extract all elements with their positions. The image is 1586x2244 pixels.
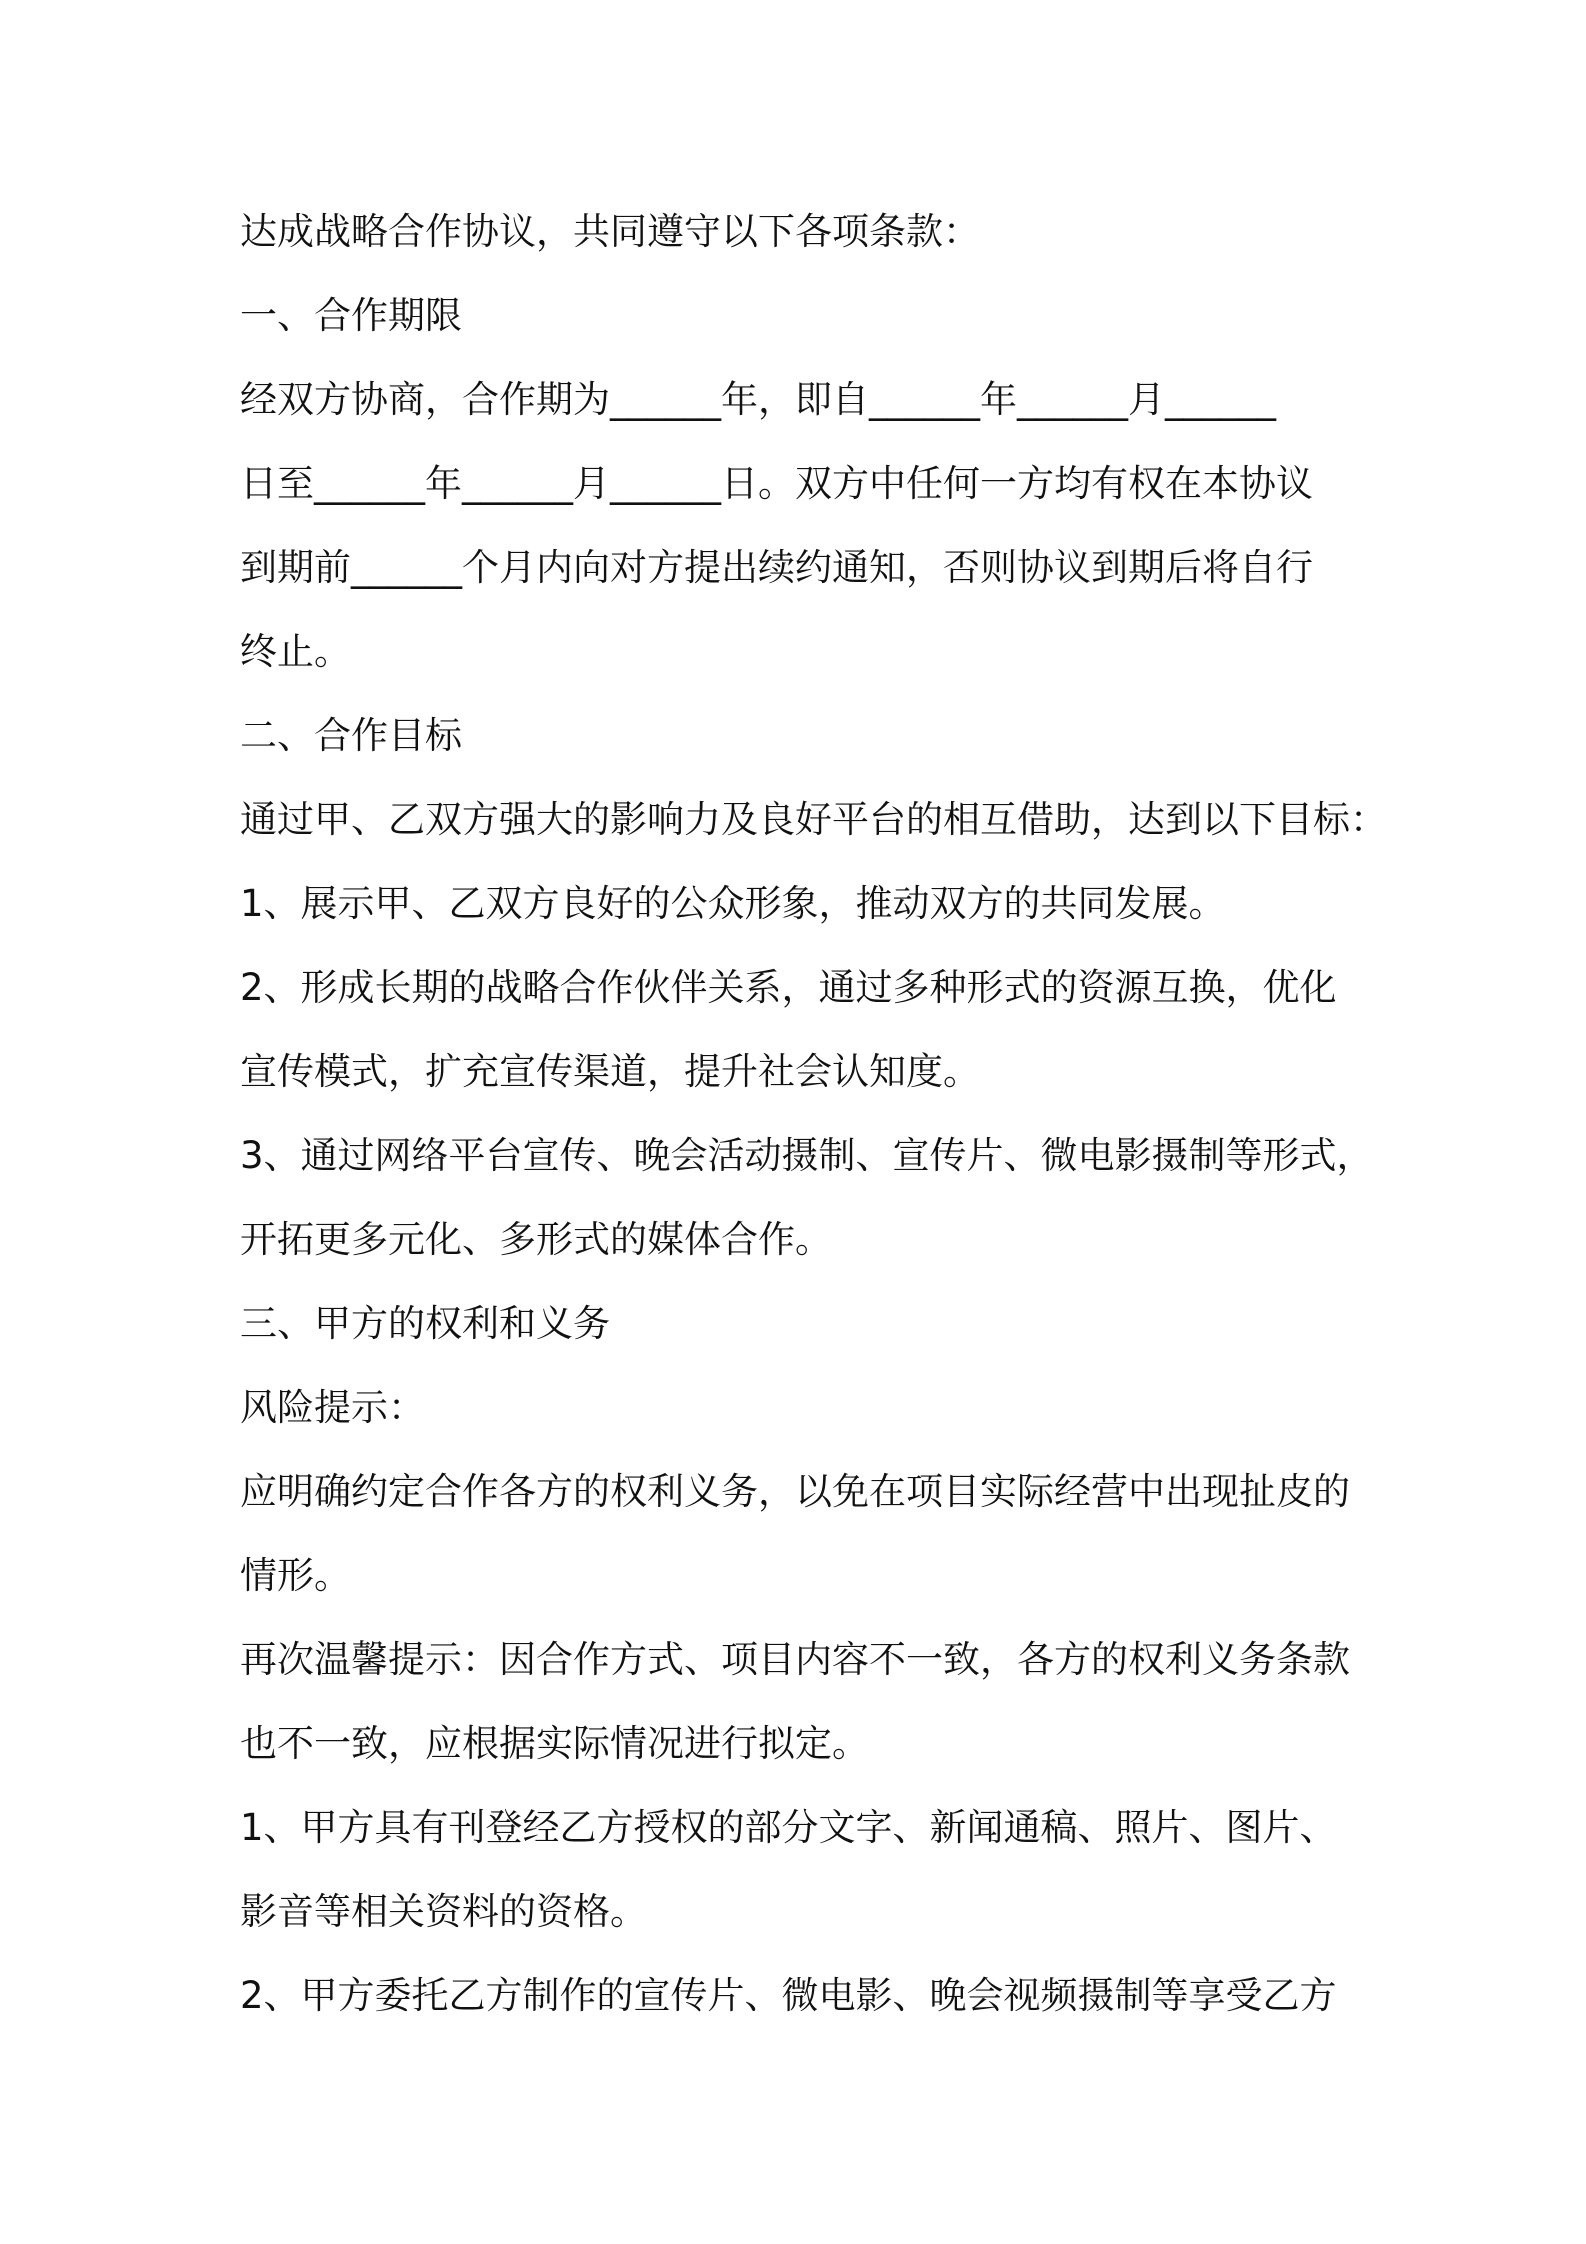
text-line: 通过甲、乙双方强大的影响力及良好平台的相互借助，达到以下目标： xyxy=(240,798,1387,841)
text-line: 再次温馨提示：因合作方式、项目内容不一致，各方的权利义务条款 xyxy=(240,1638,1350,1681)
text-line: 到期前______个月内向对方提出续约通知，否则协议到期后将自行 xyxy=(240,546,1313,589)
text-line: 开拓更多元化、多形式的媒体合作。 xyxy=(240,1218,832,1261)
text-line: 终止。 xyxy=(240,630,351,673)
section-heading-goals: 二、合作目标 xyxy=(240,714,462,757)
risk-notice-label: 风险提示： xyxy=(240,1386,425,1429)
document-body xyxy=(240,190,1387,2038)
text-line: 1、展示甲、乙双方良好的公众形象，推动双方的共同发展。 xyxy=(240,882,1226,925)
text-line: 1、甲方具有刊登经乙方授权的部分文字、新闻通稿、照片、图片、 xyxy=(240,1806,1337,1849)
text-line: 3、通过网络平台宣传、晚会活动摄制、宣传片、微电影摄制等形式， xyxy=(240,1134,1374,1177)
text-line: 达成战略合作协议，共同遵守以下各项条款： xyxy=(240,210,980,253)
section-heading-party-a-rights: 三、甲方的权利和义务 xyxy=(240,1302,610,1345)
text-line: 2、形成长期的战略合作伙伴关系，通过多种形式的资源互换，优化 xyxy=(240,966,1337,1009)
text-line: 日至______年______月______日。双方中任何一方均有权在本协议 xyxy=(240,462,1313,505)
text-line: 2、甲方委托乙方制作的宣传片、微电影、晚会视频摄制等享受乙方 xyxy=(240,1974,1337,2017)
text-line: 影音等相关资料的资格。 xyxy=(240,1890,647,1933)
text-line: 也不一致，应根据实际情况进行拟定。 xyxy=(240,1722,869,1765)
text-line: 经双方协商，合作期为______年，即自______年______月______ xyxy=(240,378,1276,421)
section-heading-term: 一、合作期限 xyxy=(240,294,462,337)
text-line: 情形。 xyxy=(240,1554,351,1597)
text-line: 应明确约定合作各方的权利义务，以免在项目实际经营中出现扯皮的 xyxy=(240,1470,1350,1513)
text-line: 宣传模式，扩充宣传渠道，提升社会认知度。 xyxy=(240,1050,980,1093)
